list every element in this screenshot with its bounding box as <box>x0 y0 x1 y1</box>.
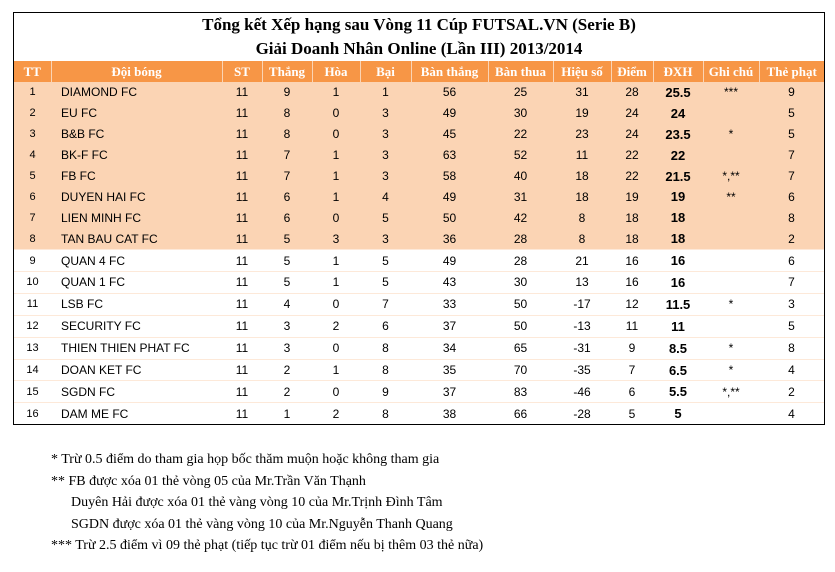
goals-against-cell: 50 <box>488 293 553 315</box>
goals-for-cell: 58 <box>411 166 488 187</box>
wins-cell: 5 <box>262 272 312 294</box>
goal-diff-cell: 18 <box>553 166 611 187</box>
points-cell: 6 <box>611 381 653 403</box>
draws-cell: 1 <box>312 272 360 294</box>
played-cell: 11 <box>222 103 262 124</box>
points-cell: 16 <box>611 272 653 294</box>
standings-frame <box>13 12 825 425</box>
cards-cell: 4 <box>759 403 824 424</box>
note-cell: * <box>703 337 759 359</box>
points-cell: 16 <box>611 250 653 272</box>
cards-cell: 7 <box>759 272 824 294</box>
wins-cell: 6 <box>262 207 312 228</box>
team-cell: B&B FC <box>51 124 222 145</box>
points-cell: 18 <box>611 207 653 228</box>
table-row[interactable] <box>14 166 824 187</box>
played-cell: 11 <box>222 250 262 272</box>
note-cell <box>703 145 759 166</box>
goals-against-cell: 52 <box>488 145 553 166</box>
rank-cell: 11 <box>14 293 51 315</box>
draws-cell: 1 <box>312 145 360 166</box>
team-cell: QUAN 4 FC <box>51 250 222 272</box>
rank-cell: 5 <box>14 166 51 187</box>
goals-for-cell: 63 <box>411 145 488 166</box>
goals-for-cell: 37 <box>411 381 488 403</box>
played-cell: 11 <box>222 293 262 315</box>
losses-cell: 9 <box>360 381 411 403</box>
footnotes <box>51 449 483 557</box>
footnote-3: Duyên Hải được xóa 01 thẻ vàng vòng 10 của Mr.Trịnh Đình Tâm <box>71 495 443 511</box>
points-cell: 24 <box>611 103 653 124</box>
goal-diff-cell: 11 <box>553 145 611 166</box>
note-cell: * <box>703 124 759 145</box>
table-row[interactable] <box>14 207 824 228</box>
losses-cell: 3 <box>360 145 411 166</box>
ranking-points-cell: 8.5 <box>653 337 703 359</box>
table-row[interactable] <box>14 381 824 403</box>
cards-cell: 2 <box>759 228 824 249</box>
losses-cell: 3 <box>360 103 411 124</box>
goals-for-cell: 37 <box>411 315 488 337</box>
note-cell <box>703 250 759 272</box>
wins-cell: 4 <box>262 293 312 315</box>
wins-cell: 9 <box>262 82 312 103</box>
draws-cell: 0 <box>312 124 360 145</box>
rank-cell: 7 <box>14 207 51 228</box>
col-header-goals-for[interactable]: Bàn thắng <box>411 61 488 82</box>
goals-against-cell: 28 <box>488 228 553 249</box>
goals-against-cell: 25 <box>488 82 553 103</box>
table-row[interactable] <box>14 103 824 124</box>
losses-cell: 1 <box>360 82 411 103</box>
cards-cell: 8 <box>759 337 824 359</box>
losses-cell: 8 <box>360 403 411 424</box>
footnote-5: *** Trừ 2.5 điểm vì 09 thẻ phạt (tiếp tục trừ 01 điểm nếu bị thêm 03 thẻ nữa) <box>51 538 484 554</box>
cards-cell: 5 <box>759 103 824 124</box>
note-cell: * <box>703 359 759 381</box>
goals-for-cell: 49 <box>411 103 488 124</box>
note-cell: *,** <box>703 381 759 403</box>
ranking-points-cell: 16 <box>653 272 703 294</box>
ranking-points-cell: 16 <box>653 250 703 272</box>
rank-cell: 9 <box>14 250 51 272</box>
col-header-draw[interactable]: Hòa <box>312 61 360 82</box>
goal-diff-cell: 23 <box>553 124 611 145</box>
table-row[interactable] <box>14 228 824 249</box>
rank-cell: 16 <box>14 403 51 424</box>
col-header-win[interactable]: Thắng <box>262 61 312 82</box>
table-row[interactable] <box>14 293 824 315</box>
col-header-team[interactable]: Đội bóng <box>51 61 222 82</box>
table-row[interactable] <box>14 186 824 207</box>
losses-cell: 7 <box>360 293 411 315</box>
losses-cell: 5 <box>360 250 411 272</box>
points-cell: 22 <box>611 166 653 187</box>
rank-cell: 12 <box>14 315 51 337</box>
footnote-4: SGDN được xóa 01 thẻ vàng vòng 10 của Mr.Nguyễn Thanh Quang <box>71 516 453 532</box>
team-cell: LIEN MINH FC <box>51 207 222 228</box>
team-cell: DAM ME FC <box>51 403 222 424</box>
losses-cell: 4 <box>360 186 411 207</box>
draws-cell: 1 <box>312 166 360 187</box>
cards-cell: 5 <box>759 315 824 337</box>
team-cell: EU FC <box>51 103 222 124</box>
title-line-2: Giải Doanh Nhân Online (Lần III) 2013/2014 <box>255 39 583 58</box>
cards-cell: 2 <box>759 381 824 403</box>
standings-body <box>14 82 824 424</box>
losses-cell: 5 <box>360 272 411 294</box>
goals-against-cell: 65 <box>488 337 553 359</box>
goal-diff-cell: 8 <box>553 228 611 249</box>
col-header-tt[interactable]: TT <box>14 61 51 82</box>
goal-diff-cell: 31 <box>553 82 611 103</box>
table-row[interactable] <box>14 82 824 103</box>
losses-cell: 6 <box>360 315 411 337</box>
ranking-points-cell: 18 <box>653 207 703 228</box>
col-header-goal-diff[interactable]: Hiệu số <box>553 61 611 82</box>
title-line-1: Tổng kết Xếp hạng sau Vòng 11 Cúp FUTSAL.VN (Serie B) <box>202 15 636 34</box>
points-cell: 28 <box>611 82 653 103</box>
goals-against-cell: 66 <box>488 403 553 424</box>
wins-cell: 7 <box>262 145 312 166</box>
goals-against-cell: 28 <box>488 250 553 272</box>
wins-cell: 6 <box>262 186 312 207</box>
table-row[interactable] <box>14 124 824 145</box>
goal-diff-cell: 21 <box>553 250 611 272</box>
col-header-loss[interactable]: Bại <box>360 61 411 82</box>
wins-cell: 5 <box>262 250 312 272</box>
team-cell: BK-F FC <box>51 145 222 166</box>
draws-cell: 2 <box>312 315 360 337</box>
wins-cell: 5 <box>262 228 312 249</box>
rank-cell: 14 <box>14 359 51 381</box>
note-cell <box>703 103 759 124</box>
wins-cell: 3 <box>262 337 312 359</box>
ranking-points-cell: 24 <box>653 103 703 124</box>
note-cell: ** <box>703 186 759 207</box>
goals-against-cell: 30 <box>488 103 553 124</box>
header-row <box>14 61 824 82</box>
losses-cell: 3 <box>360 166 411 187</box>
table-row[interactable] <box>14 359 824 381</box>
team-cell: DOAN KET FC <box>51 359 222 381</box>
goal-diff-cell: 13 <box>553 272 611 294</box>
rank-cell: 13 <box>14 337 51 359</box>
table-row[interactable] <box>14 145 824 166</box>
goals-against-cell: 40 <box>488 166 553 187</box>
rank-cell: 6 <box>14 186 51 207</box>
goals-for-cell: 49 <box>411 186 488 207</box>
note-cell: * <box>703 293 759 315</box>
note-cell <box>703 272 759 294</box>
rank-cell: 2 <box>14 103 51 124</box>
goals-for-cell: 50 <box>411 207 488 228</box>
footnote-1: * Trừ 0.5 điểm do tham gia họp bốc thăm muộn hoặc không tham gia <box>51 452 440 467</box>
cards-cell: 4 <box>759 359 824 381</box>
played-cell: 11 <box>222 186 262 207</box>
losses-cell: 8 <box>360 337 411 359</box>
points-cell: 22 <box>611 145 653 166</box>
goal-diff-cell: -46 <box>553 381 611 403</box>
team-cell: FB FC <box>51 166 222 187</box>
note-cell: *,** <box>703 166 759 187</box>
ranking-points-cell: 21.5 <box>653 166 703 187</box>
goals-for-cell: 38 <box>411 403 488 424</box>
points-cell: 19 <box>611 186 653 207</box>
played-cell: 11 <box>222 359 262 381</box>
wins-cell: 1 <box>262 403 312 424</box>
cards-cell: 7 <box>759 145 824 166</box>
rank-cell: 1 <box>14 82 51 103</box>
wins-cell: 7 <box>262 166 312 187</box>
ranking-points-cell: 25.5 <box>653 82 703 103</box>
table-row[interactable] <box>14 337 824 359</box>
played-cell: 11 <box>222 337 262 359</box>
rank-cell: 8 <box>14 228 51 249</box>
draws-cell: 1 <box>312 82 360 103</box>
team-cell: SGDN FC <box>51 381 222 403</box>
played-cell: 11 <box>222 228 262 249</box>
draws-cell: 1 <box>312 250 360 272</box>
note-cell <box>703 403 759 424</box>
ranking-points-cell: 22 <box>653 145 703 166</box>
rank-cell: 3 <box>14 124 51 145</box>
cards-cell: 6 <box>759 186 824 207</box>
goals-for-cell: 36 <box>411 228 488 249</box>
losses-cell: 8 <box>360 359 411 381</box>
played-cell: 11 <box>222 145 262 166</box>
played-cell: 11 <box>222 381 262 403</box>
rank-cell: 10 <box>14 272 51 294</box>
played-cell: 11 <box>222 82 262 103</box>
goal-diff-cell: -35 <box>553 359 611 381</box>
played-cell: 11 <box>222 315 262 337</box>
standings-table <box>14 61 824 424</box>
losses-cell: 3 <box>360 228 411 249</box>
points-cell: 11 <box>611 315 653 337</box>
ranking-points-cell: 11.5 <box>653 293 703 315</box>
goals-for-cell: 35 <box>411 359 488 381</box>
team-cell: THIEN THIEN PHAT FC <box>51 337 222 359</box>
draws-cell: 1 <box>312 359 360 381</box>
table-row[interactable] <box>14 250 824 272</box>
points-cell: 18 <box>611 228 653 249</box>
team-cell: LSB FC <box>51 293 222 315</box>
goal-diff-cell: 8 <box>553 207 611 228</box>
col-header-note[interactable]: Ghi chú <box>703 61 759 82</box>
title-block <box>14 13 824 61</box>
cards-cell: 6 <box>759 250 824 272</box>
points-cell: 12 <box>611 293 653 315</box>
cards-cell: 5 <box>759 124 824 145</box>
goal-diff-cell: -28 <box>553 403 611 424</box>
draws-cell: 3 <box>312 228 360 249</box>
cards-cell: 9 <box>759 82 824 103</box>
col-header-goals-against[interactable]: Bàn thua <box>488 61 553 82</box>
note-cell <box>703 207 759 228</box>
draws-cell: 0 <box>312 337 360 359</box>
col-header-cards[interactable]: Thẻ phạt <box>759 61 824 82</box>
draws-cell: 0 <box>312 207 360 228</box>
points-cell: 24 <box>611 124 653 145</box>
goals-for-cell: 34 <box>411 337 488 359</box>
goals-against-cell: 70 <box>488 359 553 381</box>
ranking-points-cell: 23.5 <box>653 124 703 145</box>
ranking-points-cell: 5.5 <box>653 381 703 403</box>
played-cell: 11 <box>222 124 262 145</box>
played-cell: 11 <box>222 207 262 228</box>
goals-against-cell: 22 <box>488 124 553 145</box>
wins-cell: 3 <box>262 315 312 337</box>
goal-diff-cell: -13 <box>553 315 611 337</box>
ranking-points-cell: 5 <box>653 403 703 424</box>
rank-cell: 4 <box>14 145 51 166</box>
col-header-points[interactable]: Điểm <box>611 61 653 82</box>
goals-for-cell: 43 <box>411 272 488 294</box>
wins-cell: 8 <box>262 124 312 145</box>
points-cell: 5 <box>611 403 653 424</box>
rank-cell: 15 <box>14 381 51 403</box>
ranking-points-cell: 6.5 <box>653 359 703 381</box>
footnote-2: ** FB được xóa 01 thẻ vòng 05 của Mr.Trần Văn Thạnh <box>51 473 366 489</box>
col-header-ranking-points[interactable]: ĐXH <box>653 61 703 82</box>
table-row[interactable] <box>14 403 824 424</box>
wins-cell: 8 <box>262 103 312 124</box>
draws-cell: 0 <box>312 381 360 403</box>
losses-cell: 5 <box>360 207 411 228</box>
played-cell: 11 <box>222 166 262 187</box>
ranking-points-cell: 19 <box>653 186 703 207</box>
cards-cell: 7 <box>759 166 824 187</box>
losses-cell: 3 <box>360 124 411 145</box>
ranking-points-cell: 18 <box>653 228 703 249</box>
wins-cell: 2 <box>262 359 312 381</box>
team-cell: QUAN 1 FC <box>51 272 222 294</box>
played-cell: 11 <box>222 403 262 424</box>
draws-cell: 0 <box>312 293 360 315</box>
goals-against-cell: 42 <box>488 207 553 228</box>
table-row[interactable] <box>14 272 824 294</box>
goal-diff-cell: 19 <box>553 103 611 124</box>
goals-against-cell: 50 <box>488 315 553 337</box>
cards-cell: 8 <box>759 207 824 228</box>
draws-cell: 2 <box>312 403 360 424</box>
goals-for-cell: 49 <box>411 250 488 272</box>
team-cell: DIAMOND FC <box>51 82 222 103</box>
goals-against-cell: 83 <box>488 381 553 403</box>
team-cell: DUYEN HAI FC <box>51 186 222 207</box>
goals-against-cell: 31 <box>488 186 553 207</box>
note-cell <box>703 315 759 337</box>
goals-against-cell: 30 <box>488 272 553 294</box>
cards-cell: 3 <box>759 293 824 315</box>
note-cell: *** <box>703 82 759 103</box>
goal-diff-cell: -17 <box>553 293 611 315</box>
table-row[interactable] <box>14 315 824 337</box>
col-header-st[interactable]: ST <box>222 61 262 82</box>
draws-cell: 1 <box>312 186 360 207</box>
wins-cell: 2 <box>262 381 312 403</box>
goals-for-cell: 45 <box>411 124 488 145</box>
points-cell: 7 <box>611 359 653 381</box>
team-cell: SECURITY FC <box>51 315 222 337</box>
goals-for-cell: 56 <box>411 82 488 103</box>
goal-diff-cell: 18 <box>553 186 611 207</box>
draws-cell: 0 <box>312 103 360 124</box>
team-cell: TAN BAU CAT FC <box>51 228 222 249</box>
ranking-points-cell: 11 <box>653 315 703 337</box>
goals-for-cell: 33 <box>411 293 488 315</box>
played-cell: 11 <box>222 272 262 294</box>
points-cell: 9 <box>611 337 653 359</box>
goal-diff-cell: -31 <box>553 337 611 359</box>
note-cell <box>703 228 759 249</box>
